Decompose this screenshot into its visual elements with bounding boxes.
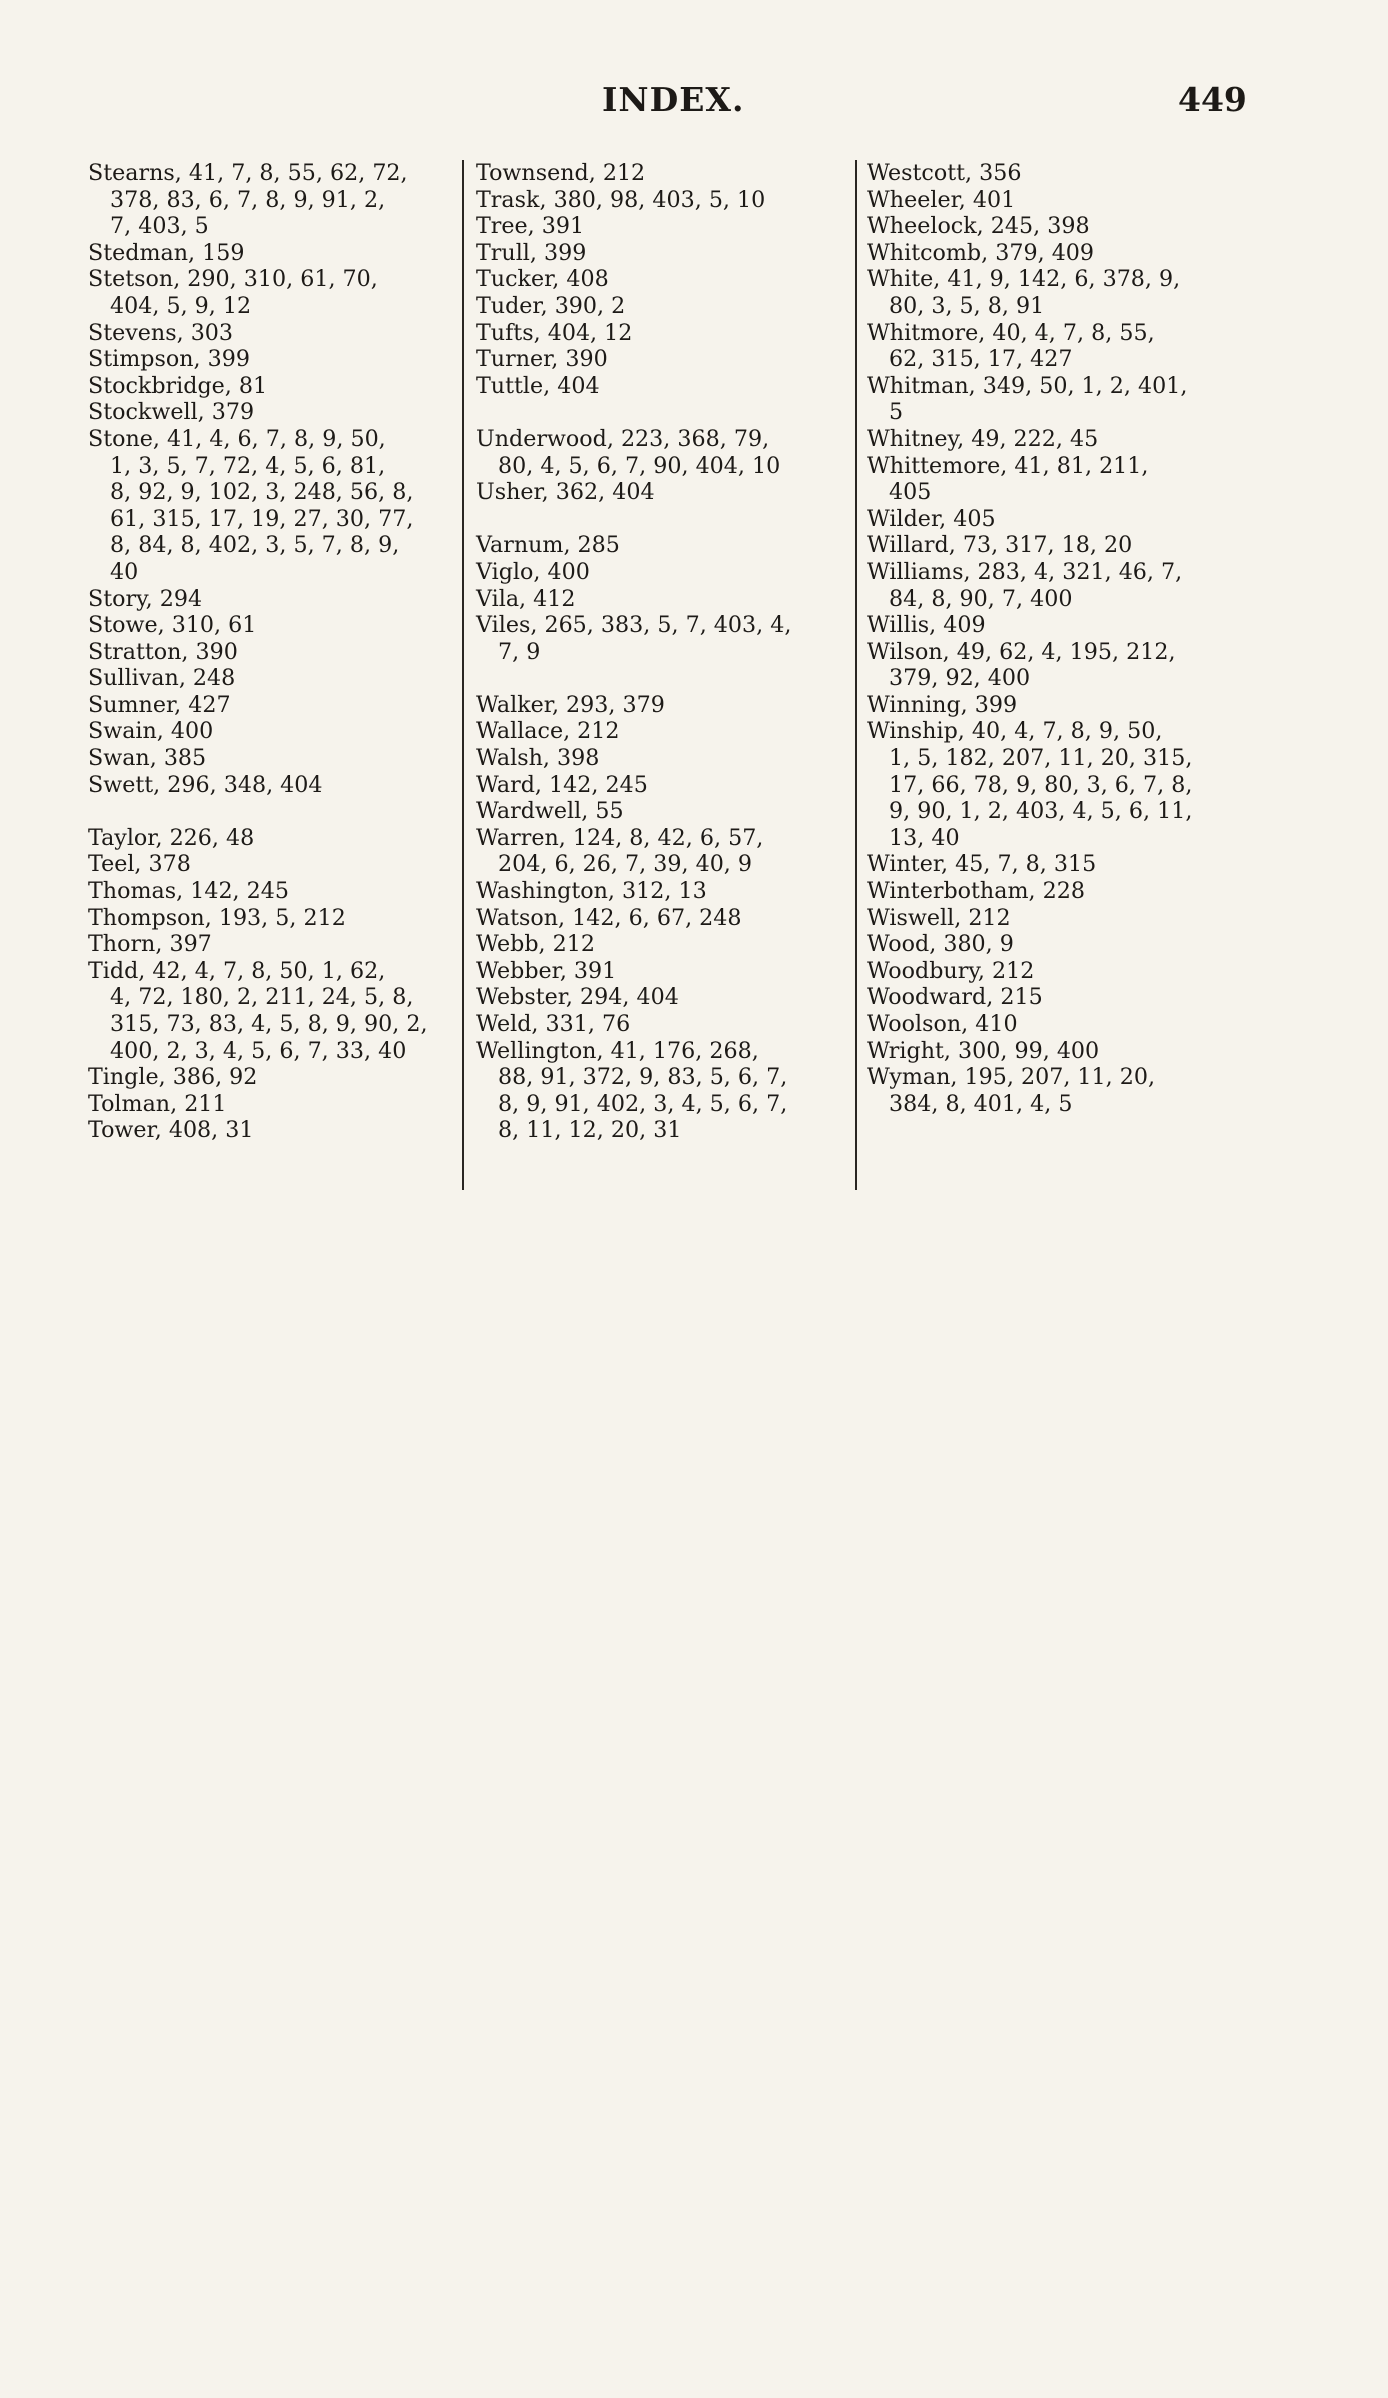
index-entry-line: Stockwell, 379 [88, 399, 255, 426]
index-entry-line: Woodbury, 212 [867, 957, 1035, 984]
index-entry [867, 1011, 1247, 1038]
index-entry [867, 266, 1247, 319]
index-entry [476, 772, 848, 799]
index-entry [88, 586, 453, 613]
index-entry-line: Washington, 312, 13 [476, 878, 707, 905]
index-entry-line: Winterbotham, 228 [867, 878, 1085, 905]
index-entry [88, 346, 453, 373]
index-entry [88, 718, 453, 745]
index-entry [476, 213, 848, 240]
index-entry-line: Viles, 265, 383, 5, 7, 403, 4, [476, 612, 792, 639]
index-entry-line: Swain, 400 [88, 718, 214, 745]
index-entry-line: Whitmore, 40, 4, 7, 8, 55, [867, 319, 1155, 346]
index-column-2 [476, 160, 848, 1144]
index-entry-line: Tingle, 386, 92 [88, 1064, 258, 1091]
column-divider [855, 160, 857, 1190]
index-entry-continuation: 405 [889, 479, 932, 506]
index-entry-continuation: 7, 9 [498, 638, 541, 665]
index-entry [476, 692, 848, 719]
index-entry [88, 958, 453, 1064]
index-entry-line: Trull, 399 [476, 239, 587, 266]
index-entry [476, 798, 848, 825]
index-entry-line: Turner, 390 [476, 346, 608, 373]
index-entry-continuation: 62, 315, 17, 427 [889, 346, 1073, 373]
index-entry-continuation: 5 [889, 399, 904, 426]
index-entry [867, 692, 1247, 719]
index-entry-line: Wheeler, 401 [867, 186, 1016, 213]
index-entry-continuation: 8, 92, 9, 102, 3, 248, 56, 8, [110, 479, 414, 506]
index-entry [476, 559, 848, 586]
index-entry-line: Williams, 283, 4, 321, 46, 7, [867, 558, 1183, 585]
index-entry [867, 559, 1247, 612]
index-entry-line: Wheelock, 245, 398 [867, 213, 1090, 240]
index-entry [88, 878, 453, 905]
index-entry-line: Warren, 124, 8, 42, 6, 57, [476, 824, 764, 851]
index-entry-continuation: 8, 11, 12, 20, 31 [498, 1117, 682, 1144]
index-entry-line: Tufts, 404, 12 [476, 319, 633, 346]
index-entry-line: Willis, 409 [867, 612, 986, 639]
index-entry [867, 931, 1247, 958]
index-entry-line: Ward, 142, 245 [476, 771, 648, 798]
index-entry-line: Sumner, 427 [88, 691, 231, 718]
index-entry-line: Webb, 212 [476, 931, 595, 958]
index-entry-line: Vila, 412 [476, 585, 576, 612]
index-entry-line: Willard, 73, 317, 18, 20 [867, 532, 1133, 559]
index-entry [867, 240, 1247, 267]
index-entry [476, 718, 848, 745]
index-entry-line: Webber, 391 [476, 957, 617, 984]
index-entry [476, 532, 848, 559]
index-entry-line: Stockbridge, 81 [88, 372, 268, 399]
index-entry [867, 160, 1247, 187]
letter-gap [476, 665, 848, 692]
index-entry [867, 958, 1247, 985]
index-entry [88, 851, 453, 878]
page-number: 449 [1178, 80, 1247, 119]
index-entry [476, 825, 848, 878]
index-entry-line: Stearns, 41, 7, 8, 55, 62, 72, [88, 160, 408, 186]
index-entry-line: Whitney, 49, 222, 45 [867, 425, 1099, 452]
index-entry-continuation: 204, 6, 26, 7, 39, 40, 9 [498, 851, 753, 878]
index-entry [867, 1038, 1247, 1065]
index-entry-continuation: 404, 5, 9, 12 [110, 292, 252, 319]
index-entry-continuation: 17, 66, 78, 9, 80, 3, 6, 7, 8, [889, 771, 1193, 798]
index-entry [476, 346, 848, 373]
index-entry-line: Stowe, 310, 61 [88, 612, 257, 639]
index-entry [88, 692, 453, 719]
index-entry-line: Tuttle, 404 [476, 372, 600, 399]
index-entry-line: Stimpson, 399 [88, 346, 250, 373]
index-entry [476, 878, 848, 905]
index-entry-line: Tidd, 42, 4, 7, 8, 50, 1, 62, [88, 957, 386, 984]
index-entry-line: Stetson, 290, 310, 61, 70, [88, 266, 378, 293]
index-entry-line: Townsend, 212 [476, 160, 646, 186]
index-entry [867, 1064, 1247, 1117]
index-entry-line: Stevens, 303 [88, 319, 234, 346]
index-entry [88, 373, 453, 400]
index-entry [476, 984, 848, 1011]
page-title: INDEX. [602, 80, 745, 119]
index-entry-line: Winter, 45, 7, 8, 315 [867, 851, 1097, 878]
index-entry-continuation: 84, 8, 90, 7, 400 [889, 585, 1073, 612]
index-entry-line: Whittemore, 41, 81, 211, [867, 452, 1149, 479]
letter-gap [476, 506, 848, 533]
index-entry [476, 293, 848, 320]
index-entry [88, 399, 453, 426]
index-entry [88, 1091, 453, 1118]
index-entry [88, 266, 453, 319]
index-entry-line: Tuder, 390, 2 [476, 292, 626, 319]
index-entry [867, 187, 1247, 214]
index-entry-continuation: 1, 3, 5, 7, 72, 4, 5, 6, 81, [110, 452, 386, 479]
index-entry-line: Whitcomb, 379, 409 [867, 239, 1095, 266]
index-entry-line: Thomas, 142, 245 [88, 878, 290, 905]
index-entry-line: Varnum, 285 [476, 532, 620, 559]
index-entry-line: Trask, 380, 98, 403, 5, 10 [476, 186, 766, 213]
index-entry-line: Woolson, 410 [867, 1011, 1018, 1037]
index-entry-line: Wiswell, 212 [867, 904, 1011, 931]
index-entry-line: Whitman, 349, 50, 1, 2, 401, [867, 372, 1188, 399]
index-entry-line: Wellington, 41, 176, 268, [476, 1037, 759, 1064]
index-entry-line: White, 41, 9, 142, 6, 378, 9, [867, 266, 1181, 293]
index-entry-line: Stone, 41, 4, 6, 7, 8, 9, 50, [88, 425, 386, 452]
index-entry [867, 612, 1247, 639]
index-entry [88, 1117, 453, 1144]
index-entry [476, 905, 848, 932]
index-entry [476, 266, 848, 293]
index-entry [867, 453, 1247, 506]
index-entry-line: Thorn, 397 [88, 931, 212, 958]
index-entry [88, 745, 453, 772]
index-entry [476, 373, 848, 400]
index-entry-line: Walsh, 398 [476, 745, 600, 772]
index-entry-continuation: 9, 90, 1, 2, 403, 4, 5, 6, 11, [889, 798, 1193, 825]
index-entry-line: Tower, 408, 31 [88, 1117, 254, 1144]
index-entry [867, 320, 1247, 373]
index-entry-line: Taylor, 226, 48 [88, 824, 255, 851]
index-entry-continuation: 8, 9, 91, 402, 3, 4, 5, 6, 7, [498, 1090, 788, 1117]
index-entry [867, 506, 1247, 533]
index-entry-line: Tree, 391 [476, 213, 585, 240]
index-entry [476, 426, 848, 479]
index-entry [867, 213, 1247, 240]
index-entry [476, 586, 848, 613]
index-entry [867, 639, 1247, 692]
index-entry [476, 931, 848, 958]
index-entry-continuation: 315, 73, 83, 4, 5, 8, 9, 90, 2, [110, 1011, 428, 1037]
index-entry [476, 958, 848, 985]
index-entry-line: Wallace, 212 [476, 718, 620, 745]
index-entry-continuation: 61, 315, 17, 19, 27, 30, 77, [110, 505, 414, 532]
index-entry-line: Thompson, 193, 5, 212 [88, 904, 346, 931]
index-entry [88, 160, 453, 240]
index-entry-line: Story, 294 [88, 585, 203, 612]
index-entry-continuation: 80, 4, 5, 6, 7, 90, 404, 10 [498, 452, 781, 479]
index-entry-continuation: 4, 72, 180, 2, 211, 24, 5, 8, [110, 984, 414, 1011]
index-entry [867, 905, 1247, 932]
index-entry [88, 905, 453, 932]
index-entry-continuation: 40 [110, 558, 139, 585]
index-entry [88, 426, 453, 586]
index-entry-line: Stedman, 159 [88, 239, 245, 266]
index-entry [867, 984, 1247, 1011]
index-entry-line: Woodward, 215 [867, 984, 1043, 1011]
index-column-3 [867, 160, 1247, 1117]
index-entry-line: Wright, 300, 99, 400 [867, 1037, 1100, 1064]
index-entry [88, 931, 453, 958]
index-entry-line: Stratton, 390 [88, 638, 238, 665]
index-entry [867, 851, 1247, 878]
index-entry [476, 320, 848, 347]
index-entry [867, 878, 1247, 905]
index-entry [88, 772, 453, 799]
index-entry [476, 1038, 848, 1144]
index-entry-line: Watson, 142, 6, 67, 248 [476, 904, 742, 931]
index-entry-continuation: 8, 84, 8, 402, 3, 5, 7, 8, 9, [110, 532, 400, 559]
index-entry [867, 718, 1247, 851]
index-entry-continuation: 7, 403, 5 [110, 213, 209, 240]
index-entry-line: Winship, 40, 4, 7, 8, 9, 50, [867, 718, 1163, 745]
index-entry-line: Weld, 331, 76 [476, 1011, 631, 1037]
index-entry-line: Walker, 293, 379 [476, 691, 665, 718]
index-entry-continuation: 88, 91, 372, 9, 83, 5, 6, 7, [498, 1064, 788, 1091]
index-entry [88, 665, 453, 692]
index-entry-continuation: 384, 8, 401, 4, 5 [889, 1090, 1073, 1117]
index-entry-line: Swett, 296, 348, 404 [88, 771, 323, 798]
index-entry-line: Wood, 380, 9 [867, 931, 1014, 958]
index-entry-continuation: 379, 92, 400 [889, 665, 1031, 692]
index-entry-line: Wilder, 405 [867, 505, 996, 532]
index-entry [476, 187, 848, 214]
index-entry-line: Viglo, 400 [476, 558, 590, 585]
index-entry [88, 1064, 453, 1091]
index-entry-line: Wardwell, 55 [476, 798, 624, 825]
index-entry-continuation: 378, 83, 6, 7, 8, 9, 91, 2, [110, 186, 386, 213]
index-entry-line: Winning, 399 [867, 691, 1018, 718]
index-entry [88, 825, 453, 852]
index-entry [88, 612, 453, 639]
index-entry-line: Webster, 294, 404 [476, 984, 679, 1011]
index-column-1 [88, 160, 453, 1144]
index-entry [476, 612, 848, 665]
index-entry-line: Sullivan, 248 [88, 665, 236, 692]
index-entry [867, 426, 1247, 453]
index-entry [88, 240, 453, 267]
index-entry [88, 320, 453, 347]
index-entry-line: Teel, 378 [88, 851, 191, 878]
index-entry-line: Swan, 385 [88, 745, 207, 772]
index-entry-continuation: 1, 5, 182, 207, 11, 20, 315, [889, 745, 1193, 772]
index-entry [476, 240, 848, 267]
index-entry-continuation: 13, 40 [889, 824, 960, 851]
letter-gap [476, 399, 848, 426]
index-entry-line: Westcott, 356 [867, 160, 1022, 186]
index-entry [88, 639, 453, 666]
index-entry [476, 160, 848, 187]
column-divider [462, 160, 464, 1190]
index-entry-line: Wyman, 195, 207, 11, 20, [867, 1064, 1156, 1091]
index-entry-line: Underwood, 223, 368, 79, [476, 425, 770, 452]
index-entry-continuation: 80, 3, 5, 8, 91 [889, 292, 1045, 319]
index-entry-line: Tolman, 211 [88, 1090, 227, 1117]
index-entry [867, 532, 1247, 559]
index-entry [476, 745, 848, 772]
page-header [0, 80, 1388, 130]
letter-gap [88, 798, 453, 825]
index-entry [867, 373, 1247, 426]
index-entry-continuation: 400, 2, 3, 4, 5, 6, 7, 33, 40 [110, 1037, 407, 1064]
index-entry-line: Tucker, 408 [476, 266, 609, 293]
index-entry [476, 1011, 848, 1038]
index-entry-line: Wilson, 49, 62, 4, 195, 212, [867, 638, 1176, 665]
index-entry [476, 479, 848, 506]
index-entry-line: Usher, 362, 404 [476, 479, 655, 506]
